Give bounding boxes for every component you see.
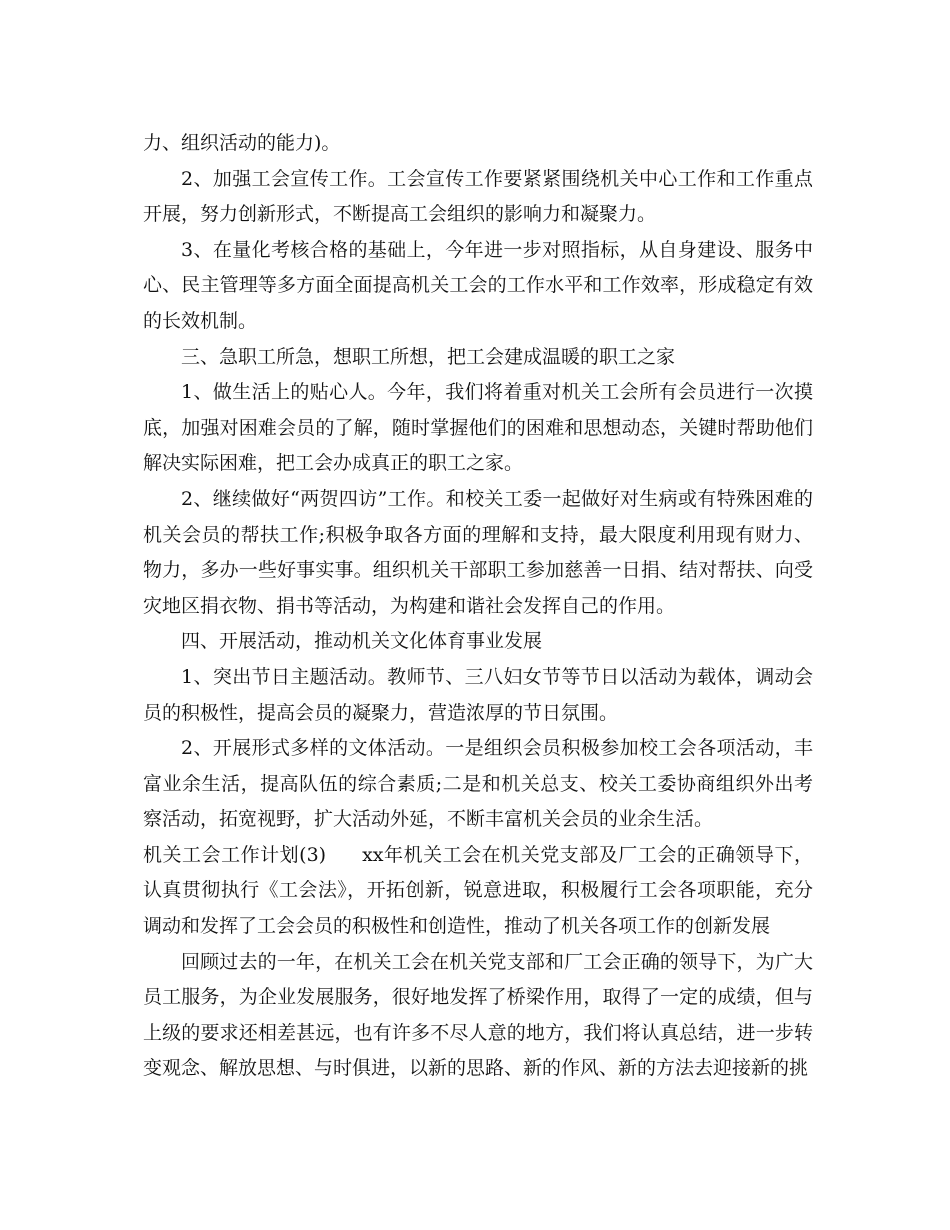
paragraph-item-2-publicity: 2、加强工会宣传工作。工会宣传工作要紧紧围绕机关中心工作和工作重点开展，努力创新形式，不断提高工会组织的影响力和凝聚力。 [143, 167, 813, 226]
section-lead-text: xx年机关工会在机关党支部及厂工会的正确领导下，认真贯彻执行《工会法》，开拓创新，锐意进取，积极履行工会各项职能，充分调动和发挥了工会会员的积极性和创造性，推动了机关各项工作的创新发展 [143, 843, 813, 938]
document-body [143, 126, 813, 1087]
section-intro-paragraph [143, 838, 813, 945]
section-heading-four: 四、开展活动，推动机关文化体育事业发展 [181, 630, 543, 653]
paragraph-continuation: 力、组织活动的能力)。 [143, 132, 341, 154]
paragraph-item-1-festivals: 1、突出节日主题活动。教师节、三八妇女节等节日以活动为载体，调动会员的积极性，提高会员的凝聚力，营造浓厚的节日氛围。 [143, 665, 813, 724]
paragraph-item-2-activities: 2、开展形式多样的文体活动。一是组织会员积极参加校工会各项活动，丰富业余生活，提高队伍的综合素质;二是和机关总支、校关工委协商组织外出考察活动，拓宽视野，扩大活动外延，不断丰富机关会员的业余生活。 [143, 737, 813, 831]
section-title: 机关工会工作计划(3) [143, 843, 327, 866]
section-heading-three: 三、急职工所急，想职工所想，把工会建成温暖的职工之家 [181, 345, 676, 368]
paragraph-item-3-assessment: 3、在量化考核合格的基础上，今年进一步对照指标，从自身建设、服务中心、民主管理等多方面全面提高机关工会的工作水平和工作效率，形成稳定有效的长效机制。 [143, 238, 813, 332]
paragraph-item-1-care: 1、做生活上的贴心人。今年，我们将着重对机关工会所有会员进行一次摸底，加强对困难会员的了解，随时掌握他们的困难和思想动态，关键时帮助他们解决实际困难，把工会办成真正的职工之家。 [143, 381, 813, 475]
paragraph-review: 回顾过去的一年，在机关工会在机关党支部和厂工会正确的领导下，为广大员工服务，为企业发展服务，很好地发挥了桥梁作用，取得了一定的成绩，但与上级的要求还相差甚远，也有许多不尽人意的地方，我们将认真总结，进一步转变观念、解放思想、与时俱进，以新的思路、新的作风、新的方法去迎接新的挑 [143, 950, 813, 1080]
paragraph-item-2-visits: 2、继续做好“两贺四访”工作。和校关工委一起做好对生病或有特殊困难的机关会员的帮扶工作;积极争取各方面的理解和支持，最大限度利用现有财力、物力，多办一些好事实事。组织机关干部职工参加慈善一日捐、结对帮扶、向受灾地区捐衣物、捐书等活动，为构建和谐社会发挥自己的作用。 [143, 487, 813, 617]
